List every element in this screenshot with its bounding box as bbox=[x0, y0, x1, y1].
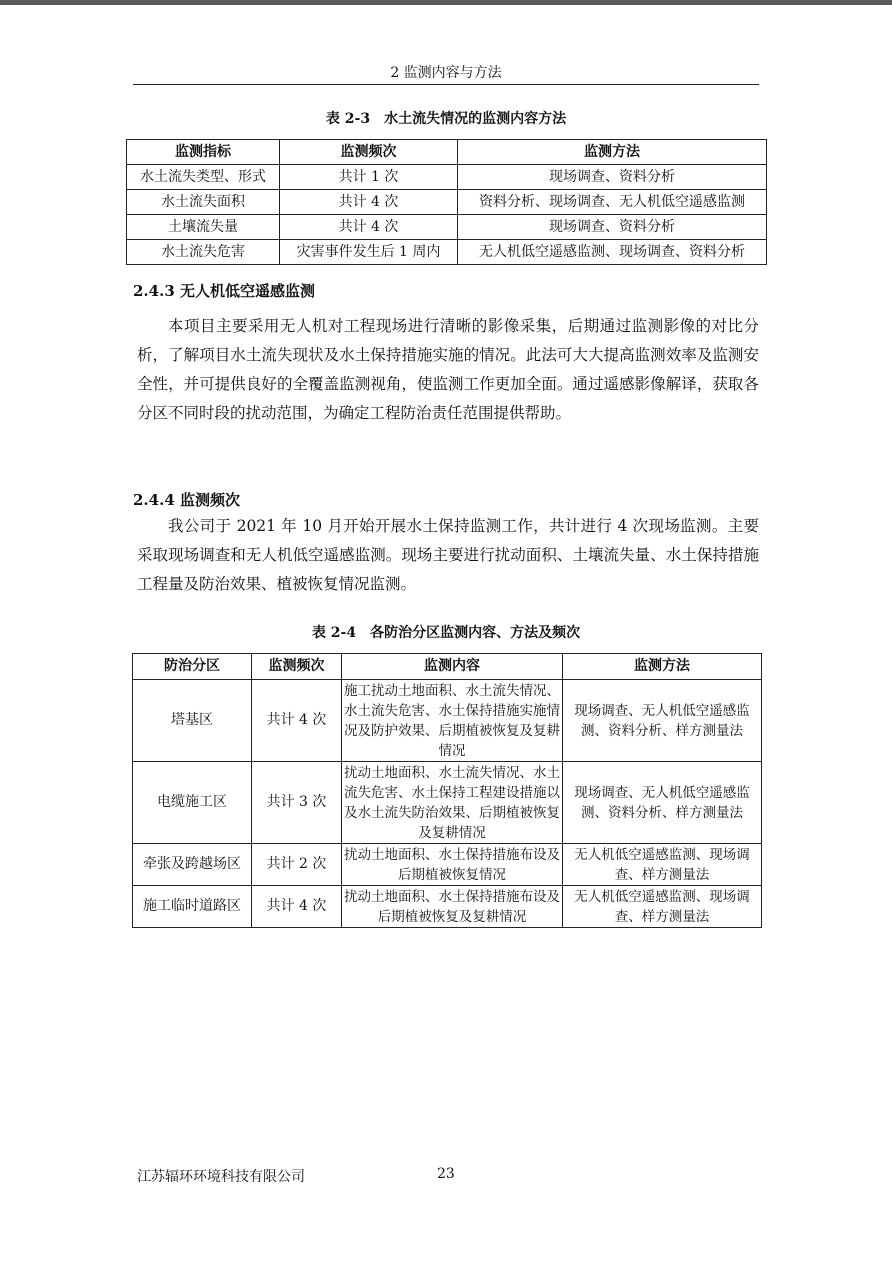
running-header: 2 监测内容与方法 bbox=[390, 65, 502, 81]
table-cell: 无人机低空遥感监测、现场调查、样方测量法 bbox=[563, 886, 762, 928]
body-paragraph: 我公司于 2021 年 10 月开始开展水土保持监测工作，共计进行 4 次现场监测。主要采取现场调查和无人机低空遥感监测。现场主要进行扰动面积、土壤流失量、水土保持措施工程量及防治效果、植被恢复情况监测。 bbox=[137, 517, 759, 593]
table-row bbox=[127, 240, 767, 265]
header-cell: 监测指标 bbox=[127, 140, 280, 165]
table-cell: 共计 4 次 bbox=[280, 215, 458, 240]
header-cell: 监测方法 bbox=[458, 140, 767, 165]
table-cell: 共计 4 次 bbox=[252, 680, 342, 762]
header-cell: 防治分区 bbox=[133, 654, 252, 680]
table-2-3 bbox=[126, 139, 767, 265]
footer-page-number: 23 bbox=[437, 1166, 455, 1182]
table-2-4-caption: 表 2-4 各防治分区监测内容、方法及频次 bbox=[311, 625, 581, 641]
table-cell: 无人机低空遥感监测、现场调查、资料分析 bbox=[458, 240, 767, 265]
table-cell: 现场调查、无人机低空遥感监测、资料分析、样方测量法 bbox=[563, 680, 762, 762]
header-rule bbox=[133, 84, 759, 85]
table-cell: 施工临时道路区 bbox=[133, 886, 252, 928]
body-paragraph: 本项目主要采用无人机对工程现场进行清晰的影像采集，后期通过监测影像的对比分析，了解项目水土流失现状及水土保持措施实施的情况。此法可大大提高监测效率及监测安全性，并可提供良好的全覆盖监测视角，使监测工作更加全面。通过遥感影像解译，获取各分区不同时段的扰动范围，为确定工程防治责任范围提供帮助。 bbox=[137, 317, 759, 422]
table-cell: 现场调查、资料分析 bbox=[458, 215, 767, 240]
table-cell: 现场调查、无人机低空遥感监测、资料分析、样方测量法 bbox=[563, 762, 762, 844]
table-cell: 共计 4 次 bbox=[280, 190, 458, 215]
table-cell: 扰动土地面积、水土流失情况、水土流失危害、水土保持工程建设措施以及水土流失防治效果、后期植被恢复及复耕情况 bbox=[342, 762, 563, 844]
table-cell: 水土流失面积 bbox=[127, 190, 280, 215]
table-header-row bbox=[133, 654, 762, 680]
table-cell: 水土流失危害 bbox=[127, 240, 280, 265]
header-cell: 监测频次 bbox=[252, 654, 342, 680]
section-heading-2-4-4: 2.4.4 监测频次 bbox=[133, 491, 240, 509]
table-row bbox=[127, 165, 767, 190]
table-cell: 塔基区 bbox=[133, 680, 252, 762]
table-cell: 共计 4 次 bbox=[252, 886, 342, 928]
table-cell: 资料分析、现场调查、无人机低空遥感监测 bbox=[458, 190, 767, 215]
table-row bbox=[133, 886, 762, 928]
table-cell: 共计 2 次 bbox=[252, 844, 342, 886]
table-cell: 牵张及跨越场区 bbox=[133, 844, 252, 886]
table-row bbox=[133, 762, 762, 844]
table-2-4 bbox=[132, 653, 762, 928]
table-2-3-caption: 表 2-3 水土流失情况的监测内容方法 bbox=[325, 111, 567, 127]
page-top-edge bbox=[0, 0, 892, 5]
table-cell: 水土流失类型、形式 bbox=[127, 165, 280, 190]
table-cell: 无人机低空遥感监测、现场调查、样方测量法 bbox=[563, 844, 762, 886]
table-row bbox=[133, 680, 762, 762]
header-cell: 监测频次 bbox=[280, 140, 458, 165]
table-cell: 扰动土地面积、水土保持措施布设及后期植被恢复及复耕情况 bbox=[342, 886, 563, 928]
table-cell: 施工扰动土地面积、水土流失情况、水土流失危害、水土保持措施实施情况及防护效果、后期植被恢复及复耕情况 bbox=[342, 680, 563, 762]
table-row bbox=[133, 844, 762, 886]
table-cell: 扰动土地面积、水土保持措施布设及后期植被恢复情况 bbox=[342, 844, 563, 886]
table-cell: 现场调查、资料分析 bbox=[458, 165, 767, 190]
footer-company-name: 江苏辐环环境科技有限公司 bbox=[137, 1169, 305, 1185]
table-cell: 共计 3 次 bbox=[252, 762, 342, 844]
table-cell: 灾害事件发生后 1 周内 bbox=[280, 240, 458, 265]
header-cell: 监测内容 bbox=[342, 654, 563, 680]
section-heading-2-4-3: 2.4.3 无人机低空遥感监测 bbox=[133, 282, 315, 300]
table-cell: 土壤流失量 bbox=[127, 215, 280, 240]
table-cell: 电缆施工区 bbox=[133, 762, 252, 844]
table-row bbox=[127, 190, 767, 215]
table-cell: 共计 1 次 bbox=[280, 165, 458, 190]
table-header-row bbox=[127, 140, 767, 165]
header-cell: 监测方法 bbox=[563, 654, 762, 680]
table-row bbox=[127, 215, 767, 240]
